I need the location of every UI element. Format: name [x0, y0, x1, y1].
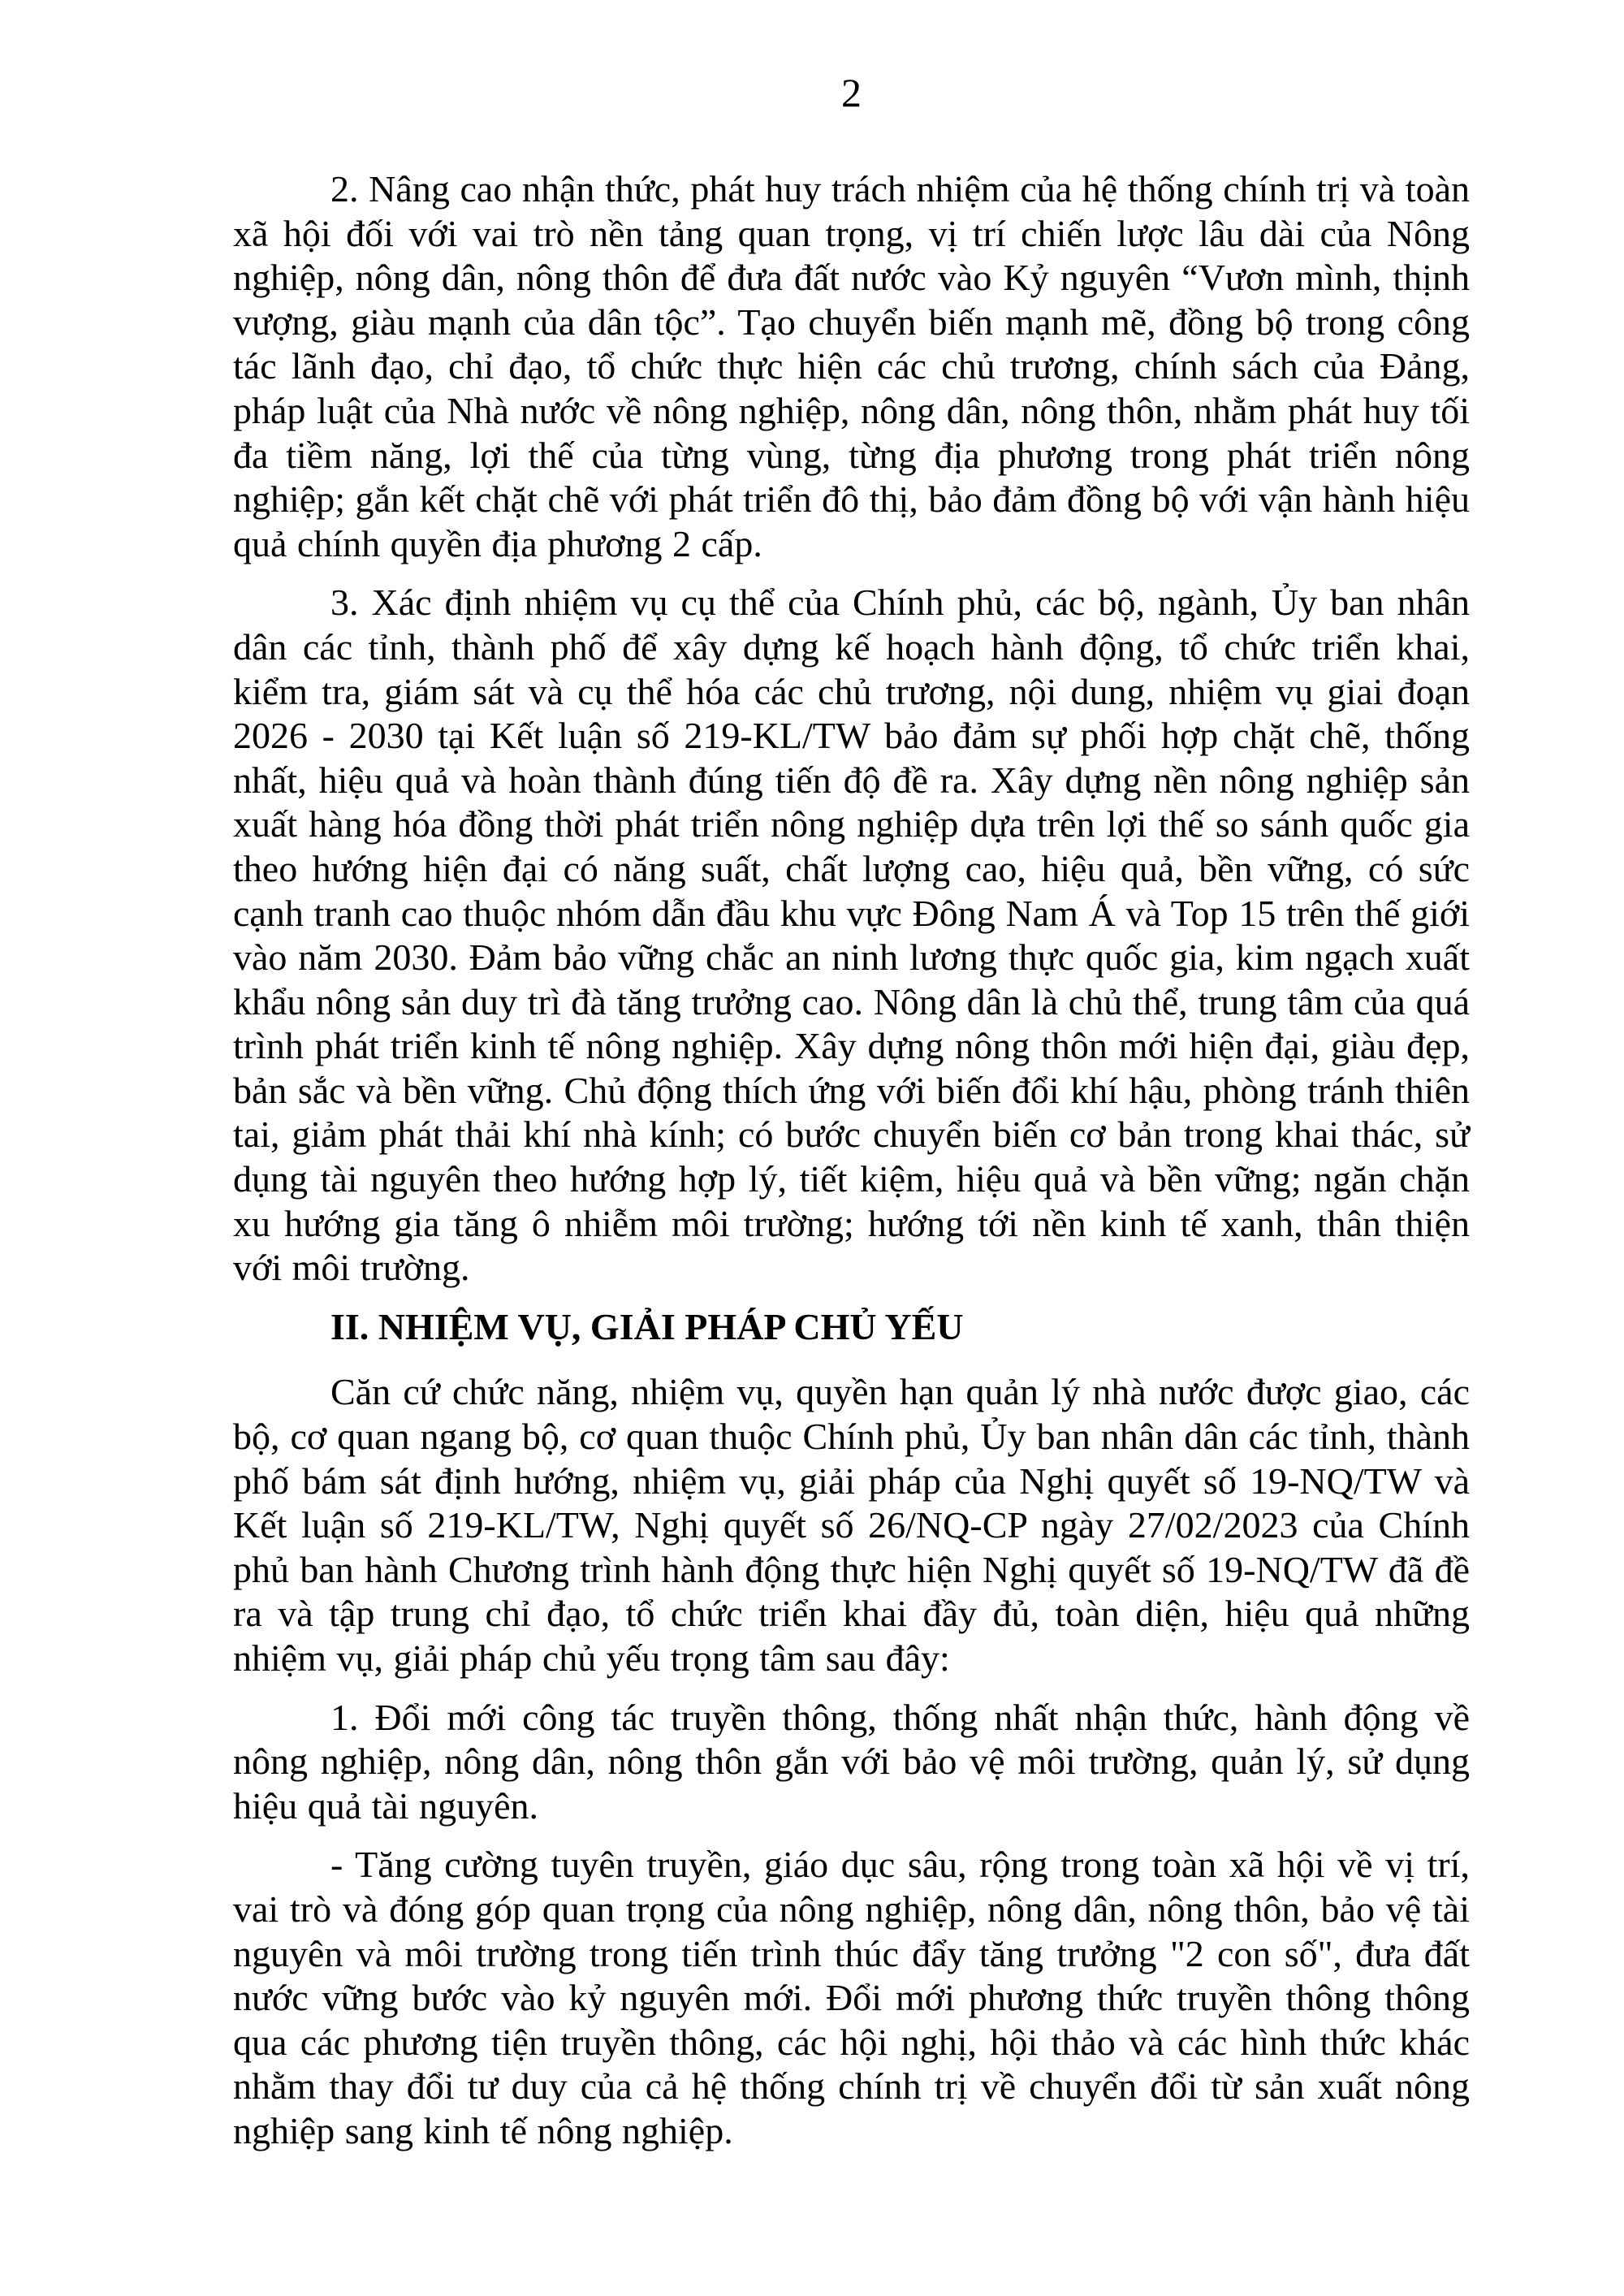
paragraph-2: 2. Nâng cao nhận thức, phát huy trách nhiệm của hệ thống chính trị và toàn xã hội đối với vai trò nền tảng quan trọng, vị trí chiến lược lâu dài của Nông nghiệp, nông dân, nông thôn để đưa đất nước vào Kỷ nguyên “Vươn mình, thịnh vượng, giàu mạnh của dân tộc”. Tạo chuyển biến mạnh mẽ, đồng bộ trong công tác lãnh đạo, chỉ đạo, tổ chức thực hiện các chủ trương, chính sách của Đảng, pháp luật của Nhà nước về nông nghiệp, nông dân, nông thôn, nhằm phát huy tối đa tiềm năng, lợi thế của từng vùng, từng địa phương trong phát triển nông nghiệp; gắn kết chặt chẽ với phát triển đô thị, bảo đảm đồng bộ với vận hành hiệu quả chính quyền địa phương 2 cấp. — [233, 168, 1470, 564]
paragraph-task-1-dash: - Tăng cường tuyên truyền, giáo dục sâu, rộng trong toàn xã hội về vị trí, vai trò và đóng góp quan trọng của nông nghiệp, nông dân, nông thôn, bảo vệ tài nguyên và môi trường trong tiến trình thúc đẩy tăng trưởng "2 con số", đưa đất nước vững bước vào kỷ nguyên mới. Đổi mới phương thức truyền thông thông qua các phương tiện truyền thông, các hội nghị, hội thảo và các hình thức khác nhằm thay đổi tư duy của cả hệ thống chính trị về chuyển đổi từ sản xuất nông nghiệp sang kinh tế nông nghiệp. — [233, 1844, 1470, 2151]
document-body — [233, 167, 1470, 2168]
paragraph-task-1: 1. Đổi mới công tác truyền thông, thống nhất nhận thức, hành động về nông nghiệp, nông dân, nông thôn gắn với bảo vệ môi trường, quản lý, sử dụng hiệu quả tài nguyên. — [233, 1696, 1470, 1827]
paragraph-3: 3. Xác định nhiệm vụ cụ thể của Chính phủ, các bộ, ngành, Ủy ban nhân dân các tỉnh, thành phố để xây dựng kế hoạch hành động, tổ chức triển khai, kiểm tra, giám sát và cụ thể hóa các chủ trương, nội dung, nhiệm vụ giai đoạn 2026 - 2030 tại Kết luận số 219-KL/TW bảo đảm sự phối hợp chặt chẽ, thống nhất, hiệu quả và hoàn thành đúng tiến độ đề ra. Xây dựng nền nông nghiệp sản xuất hàng hóa đồng thời phát triển nông nghiệp dựa trên lợi thế so sánh quốc gia theo hướng hiện đại có năng suất, chất lượng cao, hiệu quả, bền vững, có sức cạnh tranh cao thuộc nhóm dẫn đầu khu vực Đông Nam Á và Top 15 trên thế giới vào năm 2030. Đảm bảo vững chắc an ninh lương thực quốc gia, kim ngạch xuất khẩu nông sản duy trì đà tăng trưởng cao. Nông dân là chủ thể, trung tâm của quá trình phát triển kinh tế nông nghiệp. Xây dựng nông thôn mới hiện đại, giàu đẹp, bản sắc và bền vững. Chủ động thích ứng với biến đổi khí hậu, phòng tránh thiên tai, giảm phát thải khí nhà kính; có bước chuyển biến cơ bản trong khai thác, sử dụng tài nguyên theo hướng hợp lý, tiết kiệm, hiệu quả và bền vững; ngăn chặn xu hướng gia tăng ô nhiễm môi trường; hướng tới nền kinh tế xanh, thân thiện với môi trường. — [233, 582, 1470, 1289]
section-heading-ii: II. NHIỆM VỤ, GIẢI PHÁP CHỦ YẾU — [330, 1305, 964, 1347]
paragraph-can-cu: Căn cứ chức năng, nhiệm vụ, quyền hạn quản lý nhà nước được giao, các bộ, cơ quan ngang bộ, cơ quan thuộc Chính phủ, Ủy ban nhân dân các tỉnh, thành phố bám sát định hướng, nhiệm vụ, giải pháp của Nghị quyết số 19-NQ/TW và Kết luận số 219-KL/TW, Nghị quyết số 26/NQ-CP ngày 27/02/2023 của Chính phủ ban hành Chương trình hành động thực hiện Nghị quyết số 19-NQ/TW đã đề ra và tập trung chỉ đạo, tổ chức triển khai đầy đủ, toàn diện, hiệu quả những nhiệm vụ, giải pháp chủ yếu trọng tâm sau đây: — [233, 1371, 1470, 1679]
page-number: 2 — [841, 70, 862, 115]
